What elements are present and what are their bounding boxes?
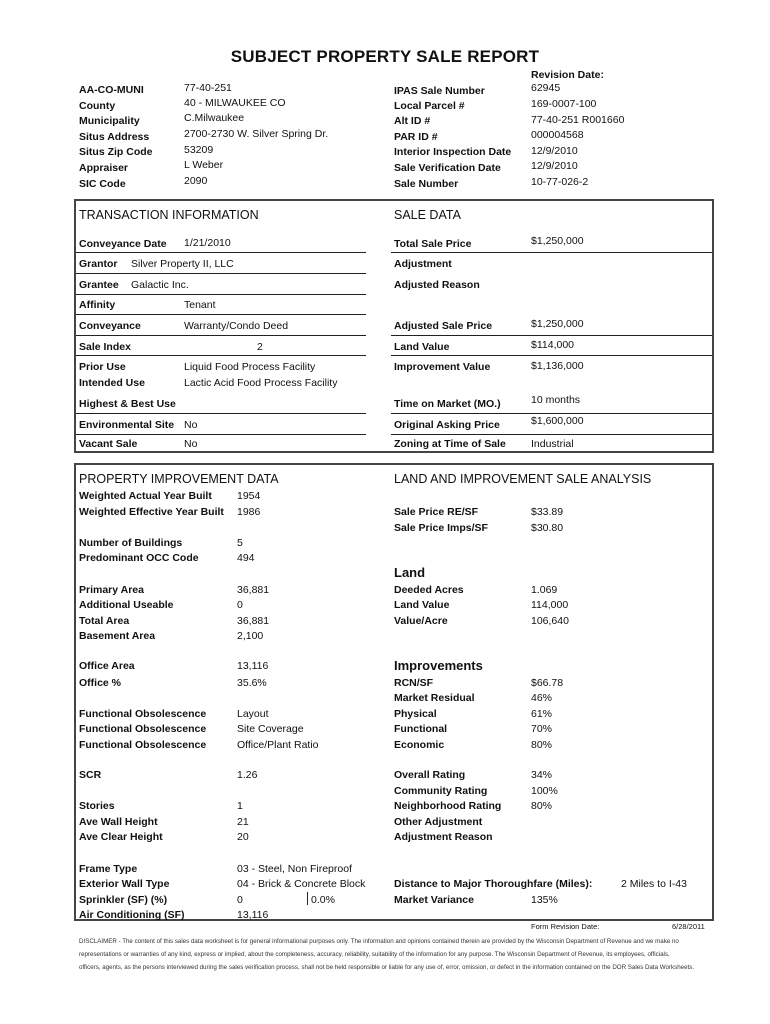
interior-inspection-label: Interior Inspection Date [394,146,512,158]
form-revision-label: Form Revision Date: [531,922,600,931]
office-area-label: Office Area [79,660,135,672]
improvement-heading: PROPERTY IMPROVEMENT DATA [79,472,279,486]
sale-index-value: 2 [257,341,263,353]
asking-price-label: Original Asking Price [394,419,500,431]
par-id-label: PAR ID # [394,131,438,143]
frame-type-value: 03 - Steel, Non Fireproof [237,863,352,875]
functional-obsolescence-label: Functional Obsolescence [79,708,207,720]
economic-value: 80% [531,739,553,751]
time-on-market-value: 10 months [531,394,581,406]
sale-price-re-label: Sale Price RE/SF [394,506,479,518]
adjusted-sale-price-label: Adjusted Sale Price [394,320,493,332]
adjusted-reason-label: Adjusted Reason [394,279,480,291]
market-variance-label: Market Variance [394,894,474,906]
sale-index-label: Sale Index [79,341,131,353]
adjustment-label: Adjustment [394,258,452,270]
situs-zip-label: Situs Zip Code [79,146,153,158]
improvement-value-label: Improvement Value [394,361,491,373]
stories-label: Stories [79,800,115,812]
functional-obsolescence-label: Functional Obsolescence [79,723,207,735]
ipas-label: IPAS Sale Number [394,85,485,97]
sale-verification-value: 10-77-026-2 [531,176,589,188]
distance-label: Distance to Major Thoroughfare (Miles): [394,878,593,890]
physical-value: 61% [531,708,553,720]
basement-area-value: 2,100 [237,630,264,642]
market-variance-value: 135% [531,894,558,906]
air-conditioning-value: 13,116 [237,909,269,921]
basement-area-label: Basement Area [79,630,156,642]
actual-year-label: Weighted Actual Year Built [79,490,212,502]
county-value: 40 - MILWAUKEE CO [184,97,286,109]
local-parcel-label: Local Parcel # [394,100,465,112]
buildings-label: Number of Buildings [79,537,183,549]
office-pct-value: 35.6% [237,677,267,689]
divider [76,355,366,356]
divider [391,434,712,435]
primary-area-value: 36,881 [237,584,270,596]
total-sale-price-value: $1,250,000 [531,235,584,247]
revision-date-label: Revision Date: [531,69,604,81]
conveyance-value: Warranty/Condo Deed [184,320,289,332]
sale-data-heading: SALE DATA [394,208,461,222]
wall-height-label: Ave Wall Height [79,816,158,828]
sprinkler-label: Sprinkler (SF) (%) [79,894,168,906]
intended-use-label: Intended Use [79,377,145,389]
analysis-heading: LAND AND IMPROVEMENT SALE ANALYSIS [394,472,652,486]
divider [76,273,366,274]
ipas-value: 169-0007-100 [531,98,597,110]
divider [391,355,712,356]
land-heading: Land [394,565,426,580]
scr-value: 1.26 [237,769,258,781]
air-conditioning-label: Air Conditioning (SF) [79,909,185,921]
divider [76,294,366,295]
neighborhood-rating-label: Neighborhood Rating [394,800,502,812]
conveyance-date-value: 1/21/2010 [184,237,231,249]
analysis-land-value-value: 114,000 [531,599,569,611]
land-value-label: Land Value [394,341,450,353]
affinity-label: Affinity [79,299,116,311]
deeded-acres-label: Deeded Acres [394,584,464,596]
conveyance-label: Conveyance [79,320,141,332]
total-sale-price-label: Total Sale Price [394,238,472,250]
divider [391,413,712,414]
vacant-sale-label: Vacant Sale [79,438,138,450]
zoning-value: Industrial [531,438,574,450]
buildings-value: 5 [237,537,243,549]
vacant-sale-value: No [184,438,198,450]
adjustment-reason-label: Adjustment Reason [394,831,493,843]
environmental-label: Environmental Site [79,419,175,431]
form-revision-date: 6/28/2011 [672,922,705,931]
situs-address-value: 2700-2730 W. Silver Spring Dr. [184,128,329,140]
analysis-land-value-label: Land Value [394,599,450,611]
functional-obsolescence-value: Layout [237,708,269,720]
functional-value: 70% [531,723,553,735]
deeded-acres-value: 1.069 [531,584,558,596]
exterior-wall-label: Exterior Wall Type [79,878,170,890]
market-residual-label: Market Residual [394,692,475,704]
neighborhood-rating-value: 80% [531,800,553,812]
divider [76,413,366,414]
office-area-value: 13,116 [237,660,269,672]
intended-use-value: Lactic Acid Food Process Facility [184,377,338,389]
county-label: County [79,100,116,112]
alt-id-value: 000004568 [531,129,584,141]
sale-number-label: Sale Number [394,178,459,190]
grantee-value: Galactic Inc. [131,279,189,291]
par-id-value: 12/9/2010 [531,145,578,157]
physical-label: Physical [394,708,437,720]
total-area-label: Total Area [79,615,130,627]
grantee-label: Grantee [79,279,119,291]
appraiser-label: Appraiser [79,162,129,174]
primary-area-label: Primary Area [79,584,144,596]
divider [76,252,366,253]
divider [391,335,712,336]
wall-height-value: 21 [237,816,249,828]
improvement-value-value: $1,136,000 [531,360,584,372]
prior-use-value: Liquid Food Process Facility [184,361,316,373]
clear-height-label: Ave Clear Height [79,831,163,843]
asking-price-value: $1,600,000 [531,415,584,427]
actual-year-value: 1954 [237,490,261,502]
rcn-label: RCN/SF [394,677,434,689]
disclaimer-line: representations or warranties of any kind, express or implied, about the completeness, accuracy, reliability, suitability of the information for any purpose. The Wisconsin Department of Revenue, its employees, officials, [79,951,670,958]
functional-obsolescence-value: Office/Plant Ratio [237,739,319,751]
value-acre-value: 106,640 [531,615,569,627]
overall-rating-label: Overall Rating [394,769,466,781]
aa-co-muni-value: 77-40-251 [184,82,232,94]
grantor-value: Silver Property II, LLC [131,258,234,270]
conveyance-date-label: Conveyance Date [79,238,167,250]
divider [76,434,366,435]
sale-verification-label: Sale Verification Date [394,162,501,174]
adjusted-sale-price-value: $1,250,000 [531,318,584,330]
economic-label: Economic [394,739,445,751]
community-rating-label: Community Rating [394,785,488,797]
clear-height-value: 20 [237,831,249,843]
divider [391,252,712,253]
affinity-value: Tenant [184,299,216,311]
land-value-value: $114,000 [531,339,575,351]
local-parcel-value: 77-40-251 R001660 [531,114,625,126]
effective-year-value: 1986 [237,506,261,518]
divider [76,335,366,336]
prior-use-label: Prior Use [79,361,126,373]
time-on-market-label: Time on Market (MO.) [394,398,501,410]
grantor-label: Grantor [79,258,118,270]
scr-label: SCR [79,769,102,781]
functional-label: Functional [394,723,448,735]
divider [76,314,366,315]
market-residual-value: 46% [531,692,553,704]
hbu-label: Highest & Best Use [79,398,176,410]
overall-rating-value: 34% [531,769,553,781]
rcn-value: $66.78 [531,677,564,689]
office-pct-label: Office % [79,677,122,689]
disclaimer-line: DISCLAIMER - The content of this sales data worksheet is for general informational purposes only. The information and opinions contained therein are provided by the Wisconsin Department of Revenue and we make no [79,938,679,945]
revision-date-value: 62945 [531,82,561,94]
functional-obsolescence-value: Site Coverage [237,723,304,735]
additional-useable-value: 0 [237,599,243,611]
sprinkler-pct-value: 0.0% [311,894,335,906]
interior-inspection-value: 12/9/2010 [531,160,578,172]
situs-address-label: Situs Address [79,131,150,143]
sale-price-imps-value: $30.80 [531,522,564,534]
aa-co-muni-label: AA-CO-MUNI [79,84,144,96]
sale-price-re-value: $33.89 [531,506,564,518]
alt-id-label: Alt ID # [394,115,431,127]
appraiser-value: L Weber [184,159,224,171]
municipality-label: Municipality [79,115,140,127]
divider [307,892,308,905]
stories-value: 1 [237,800,243,812]
situs-zip-value: 53209 [184,144,214,156]
exterior-wall-value: 04 - Brick & Concrete Block [237,878,366,890]
sprinkler-value: 0 [237,894,243,906]
effective-year-label: Weighted Effective Year Built [79,506,224,518]
frame-type-label: Frame Type [79,863,138,875]
additional-useable-label: Additional Useable [79,599,174,611]
municipality-value: C.Milwaukee [184,112,245,124]
functional-obsolescence-label: Functional Obsolescence [79,739,207,751]
sic-code-label: SIC Code [79,178,126,190]
total-area-value: 36,881 [237,615,270,627]
improvements-heading: Improvements [394,658,483,673]
page-title: SUBJECT PROPERTY SALE REPORT [230,47,540,66]
community-rating-value: 100% [531,785,558,797]
occ-code-value: 494 [237,552,255,564]
other-adjustment-label: Other Adjustment [394,816,483,828]
disclaimer-line: officers, agents, as the persons interviewed during the sales verification process, shall not be held responsible or liable for any use of, error, omission, or defect in the information contained on the DOR Sales Data Worksheets. [79,964,695,971]
sic-code-value: 2090 [184,175,208,187]
transaction-heading: TRANSACTION INFORMATION [79,208,259,222]
environmental-value: No [184,419,198,431]
zoning-label: Zoning at Time of Sale [394,438,506,450]
occ-code-label: Predominant OCC Code [79,552,199,564]
value-acre-label: Value/Acre [394,615,448,627]
sale-price-imps-label: Sale Price Imps/SF [394,522,488,534]
distance-value: 2 Miles to I-43 [621,878,687,890]
